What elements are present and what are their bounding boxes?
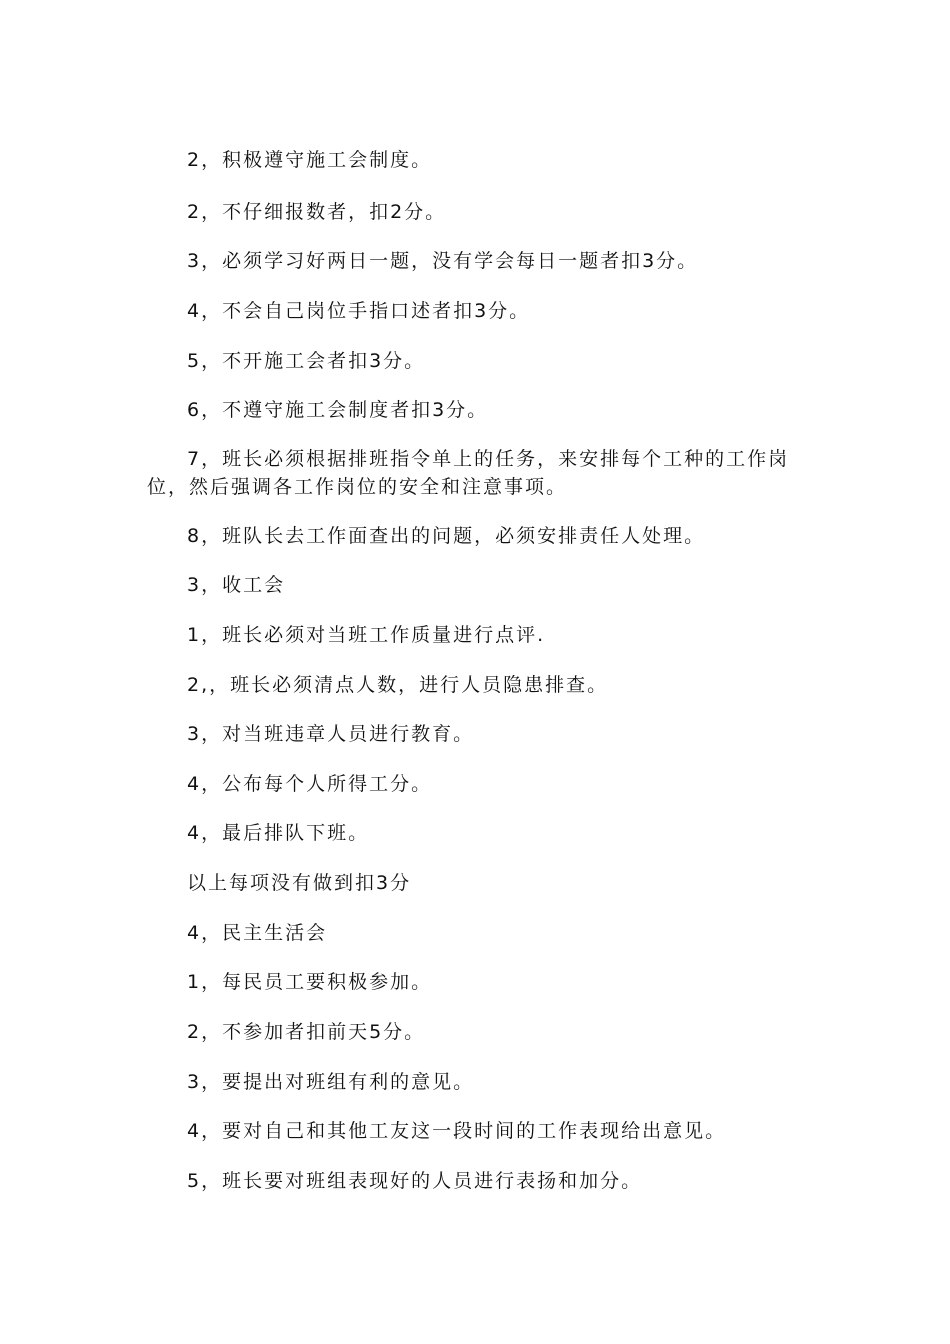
paragraph: 7，班长必须根据排班指令单上的任务，来安排每个工种的工作岗位，然后强调各工作岗位的安全和注意事项。 xyxy=(147,448,790,498)
paragraph: 3，必须学习好两日一题，没有学会每日一题者扣3分。 xyxy=(187,250,699,272)
paragraph: 2，不仔细报数者，扣2分。 xyxy=(187,201,447,223)
paragraph: 2,，班长必须清点人数，进行人员隐患排查。 xyxy=(187,674,609,696)
paragraph: 2，不参加者扣前天5分。 xyxy=(187,1021,426,1043)
paragraph: 6，不遵守施工会制度者扣3分。 xyxy=(187,399,489,421)
paragraph: 4，不会自己岗位手指口述者扣3分。 xyxy=(187,300,531,322)
paragraph: 5，班长要对班组表现好的人员进行表扬和加分。 xyxy=(187,1170,643,1192)
note-paragraph: 以上每项没有做到扣3分 xyxy=(187,872,412,894)
paragraph: 3，要提出对班组有利的意见。 xyxy=(187,1071,475,1093)
paragraph: 5，不开施工会者扣3分。 xyxy=(187,350,426,372)
paragraph: 4，公布每个人所得工分。 xyxy=(187,773,433,795)
section-heading: 3，收工会 xyxy=(187,574,286,596)
paragraph: 1，每民员工要积极参加。 xyxy=(187,971,433,993)
paragraph: 1，班长必须对当班工作质量进行点评. xyxy=(187,624,546,646)
paragraph: 8，班队长去工作面查出的问题，必须安排责任人处理。 xyxy=(187,525,706,547)
paragraph: 2，积极遵守施工会制度。 xyxy=(187,149,433,171)
paragraph: 4，最后排队下班。 xyxy=(187,822,370,844)
paragraph: 4，要对自己和其他工友这一段时间的工作表现给出意见。 xyxy=(187,1120,727,1142)
section-heading: 4，民主生活会 xyxy=(187,922,328,944)
paragraph: 3，对当班违章人员进行教育。 xyxy=(187,723,475,745)
